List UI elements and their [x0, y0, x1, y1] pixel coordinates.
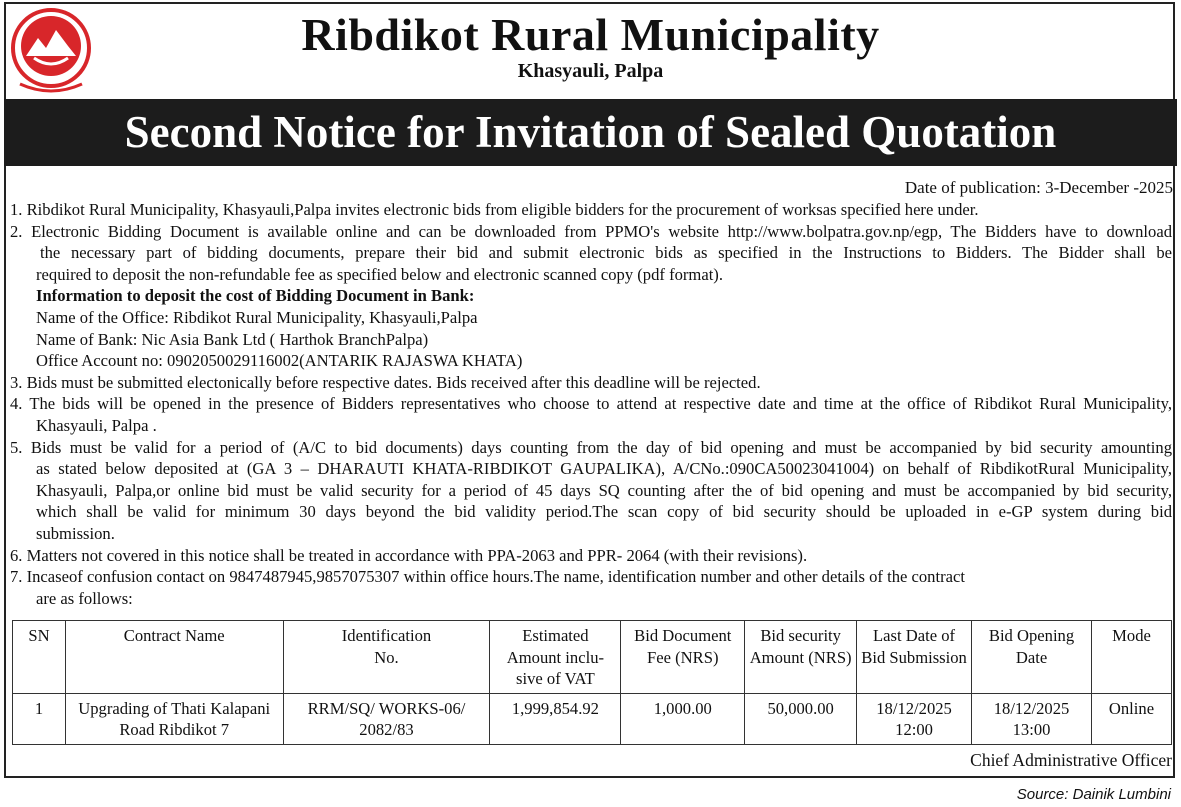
bank-info-heading: Information to deposit the cost of Bidding Document in Bank: [36, 286, 475, 306]
clause-5-line: as stated below deposited at (GA 3 – DHARAUTI KHATA-RIBDIKOT GAUPALIKA), A/CNo.:090CA50023041004) on behalf of RibdikotRural Municipality, [36, 459, 1172, 479]
clause-2-line: 2. Electronic Bidding Document is available online and can be downloaded from PPMO's website http://www.bolpatra.gov.np/egp, The Bidders have to download [10, 221, 1172, 241]
clause-6: 6. Matters not covered in this notice shall be treated in accordance with PPA-2063 and PPR- 2064 (with their revisions). [10, 545, 808, 565]
table-row [13, 693, 1172, 744]
header-opening-date: Bid Opening Date [972, 621, 1092, 694]
header-contract-name: Contract Name [65, 621, 283, 694]
clause-1: 1. Ribdikot Rural Municipality, Khasyauli,Palpa invites electronic bids from eligible bidders for the procurement of worksas specified here under. [10, 200, 979, 219]
office-account: Office Account no: 0902050029116002(ANTARIK RAJASWA KHATA) [36, 351, 523, 371]
cell-last-date: 18/12/2025 12:00 [857, 693, 972, 744]
signatory: Chief Administrative Officer [970, 750, 1172, 770]
table-header-row [13, 621, 1172, 694]
notice-banner: Second Notice for Invitation of Sealed Quotation [4, 99, 1177, 166]
notice-body [10, 199, 1172, 609]
header-estimated-amount: Estimated Amount inclu-sive of VAT [490, 621, 621, 694]
header-identification: Identification No. [283, 621, 490, 694]
header-bid-fee: Bid Document Fee (NRS) [621, 621, 745, 694]
header-sn: SN [13, 621, 66, 694]
cell-sn: 1 [13, 693, 66, 744]
cell-estimated-amount: 1,999,854.92 [490, 693, 621, 744]
header-last-date: Last Date of Bid Submission [857, 621, 972, 694]
contract-table [12, 620, 1172, 745]
clause-7-line: are as follows: [36, 588, 133, 608]
header-mode: Mode [1092, 621, 1172, 694]
clause-7-line: 7. Incaseof confusion contact on 9847487945,9857075307 within office hours.The name, identification number and other details of the contract [10, 567, 965, 587]
clause-2-line: the necessary part of bidding documents, prepare their bid and submit electronic bids as specified in the Instructions to Bidders. The Bidder shall be [40, 243, 1172, 263]
clause-4-line: 4. The bids will be opened in the presence of Bidders representatives who choose to attend at respective date and time at the office of Ribdikot Rural Municipality, [10, 394, 1172, 414]
cell-opening-date: 18/12/2025 13:00 [972, 693, 1092, 744]
cell-contract-name: Upgrading of Thati Kalapani Road Ribdikot 7 [65, 693, 283, 744]
cell-identification: RRM/SQ/ WORKS-06/ 2082/83 [283, 693, 490, 744]
clause-5-line: submission. [36, 523, 115, 543]
clause-5-line: Khasyauli, Palpa,or online bid must be valid security for a period of 45 days SQ counting after the of bid opening and must be accompanied by bid security, [36, 480, 1172, 500]
office-name: Name of the Office: Ribdikot Rural Municipality, Khasyauli,Palpa [36, 307, 478, 327]
publication-date: Date of publication: 3-December -2025 [904, 178, 1173, 197]
cell-bid-fee: 1,000.00 [621, 693, 745, 744]
bank-name: Name of Bank: Nic Asia Bank Ltd ( Harthok BranchPalpa) [36, 329, 429, 349]
clause-5-line: 5. Bids must be valid for a period of (A/C to bid documents) days counting from the day of bid opening and must be accompanied by bid security amounting [10, 437, 1172, 457]
clause-5-line: which shall be valid for minimum 30 days beyond the bid validity period.The scan copy of bid security should be uploaded in e-GP system during bid [36, 502, 1172, 522]
source-credit: Source: Dainik Lumbini [1016, 786, 1171, 803]
clause-2-line: required to deposit the non-refundable fee as specified below and electronic scanned copy (pdf format). [36, 264, 723, 284]
clause-4-line: Khasyauli, Palpa . [36, 415, 157, 435]
municipality-title: Ribdikot Rural Municipality [301, 9, 880, 60]
cell-bid-security: 50,000.00 [745, 693, 857, 744]
clause-3: 3. Bids must be submitted electonically before respective dates. Bids received after this deadline will be rejected. [10, 372, 761, 392]
cell-mode: Online [1092, 693, 1172, 744]
header-bid-security: Bid security Amount (NRS) [745, 621, 857, 694]
municipality-location: Khasyauli, Palpa [517, 60, 664, 82]
